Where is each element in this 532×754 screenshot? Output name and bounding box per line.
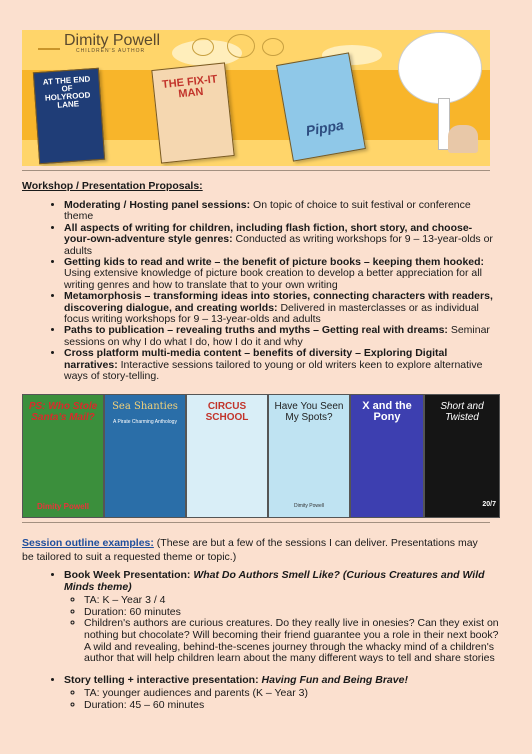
list-item: • Paths to publication – revealing truths and myths – Getting real with dreams: Seminar sessions on why I do what I do, how I do it and why <box>64 325 494 348</box>
divider <box>22 170 490 171</box>
logo-crown-icon <box>38 38 60 50</box>
sub-item: ◦ Duration: 45 – 60 minutes <box>84 700 504 712</box>
teacup-icon <box>262 38 284 56</box>
sub-list <box>64 688 504 711</box>
book-cover-spots: Have You Seen My Spots? Dimity Powell <box>268 394 350 518</box>
list-item: • Story telling + interactive presentation: Having Fun and Being Brave! ◦ TA: younger audiences and parents (K – Year 3) ◦ Duration: 45 – 60 minutes <box>64 675 504 712</box>
list-item: • Getting kids to read and write – the benefit of picture books – keeping them hooked: Using extensive knowledge of picture book creation to develop a better appreciation for all writing genres and how to translate that to your own writing <box>64 257 494 291</box>
session-heading: Session outline examples: <box>22 537 154 549</box>
list-item: • All aspects of writing for children, including flash fiction, short story, and choose-your-own-adventure style genres: Conducted as writing workshops for 9 – 13-year-olds or adults <box>64 223 494 257</box>
list-item: • Book Week Presentation: What Do Authors Smell Like? (Curious Creatures and Wild Minds theme) ◦ TA: K – Year 3 / 4 ◦ Duration: 60 minutes ◦ Children's authors are curious creatures. Do they really live in onesies? Can they exist on nothing but chocolate? Will becoming their friend guarantee you a role in their next book? A wild and revealing, behind-the-scenes journey through the whacky mind of a children's author that will help children learn about the many different ways to tell and share stories <box>64 570 504 665</box>
sub-item: ◦ TA: K – Year 3 / 4 <box>84 595 504 607</box>
sub-item: ◦ Duration: 60 minutes <box>84 607 504 619</box>
sub-item: ◦ Children's authors are curious creatures. Do they really live in onesies? Can they exist on nothing but chocolate? Will becoming their friend guarantee you a role in their next book? A wild and revealing, behind-the-scenes journey through the whacky mind of a children's author that will help children learn about the many different ways to tell and share stories <box>84 618 504 664</box>
book-cover-fix-it-man: THE FIX-IT MAN <box>151 62 234 163</box>
list-item: • Cross platform multi-media content – benefits of diversity – Exploring Digital narratives: Interactive sessions tailored to young or old writers keen to explore alternative ways of story-telling. <box>64 348 494 382</box>
tree-illustration <box>398 32 482 104</box>
list-item: • Moderating / Hosting panel sessions: On topic of choice to suit festival or conference theme <box>64 200 494 223</box>
book-cover-santas-mail: PS: Who Stole Santa's Mail? Dimity Powell <box>22 394 104 518</box>
book-cover-circus-school: CIRCUS SCHOOL <box>186 394 268 518</box>
teacup-icon <box>192 38 214 56</box>
session-list <box>50 570 504 712</box>
divider <box>22 522 490 523</box>
workshop-list <box>50 200 494 383</box>
book-cover-short-twisted: Short and Twisted 20/7 <box>424 394 500 518</box>
author-logo: Dimity Powell CHILDREN'S AUTHOR <box>40 32 160 54</box>
reading-girl-illustration <box>448 125 478 153</box>
book-cover-holyrood-lane: AT THE END OF HOLYROOD LANE <box>33 68 105 164</box>
sub-list <box>64 595 504 665</box>
book-covers-row <box>22 394 500 516</box>
book-cover-sea-shanties: Sea Shanties A Pirate Charming Anthology <box>104 394 186 518</box>
teapot-icon <box>227 34 255 58</box>
book-cover-x-pony: X and the Pony <box>350 394 424 518</box>
book-cover-pippa: Pippa <box>276 52 366 161</box>
workshop-heading: Workshop / Presentation Proposals: <box>22 180 203 192</box>
sub-item: ◦ TA: younger audiences and parents (K – Year 3) <box>84 688 504 700</box>
list-item: • Metamorphosis – transforming ideas into stories, connecting characters with readers, discovering dialogue, and creating worlds: Delivered in masterclasses or as individual focus writing workshops for 9 – 13-year-olds and adults <box>64 291 494 325</box>
session-intro: Session outline examples: (These are but a few of the sessions I can deliver. Presentations may be tailored to suit a requested theme or topic.) <box>22 537 478 563</box>
header-banner <box>22 30 490 166</box>
